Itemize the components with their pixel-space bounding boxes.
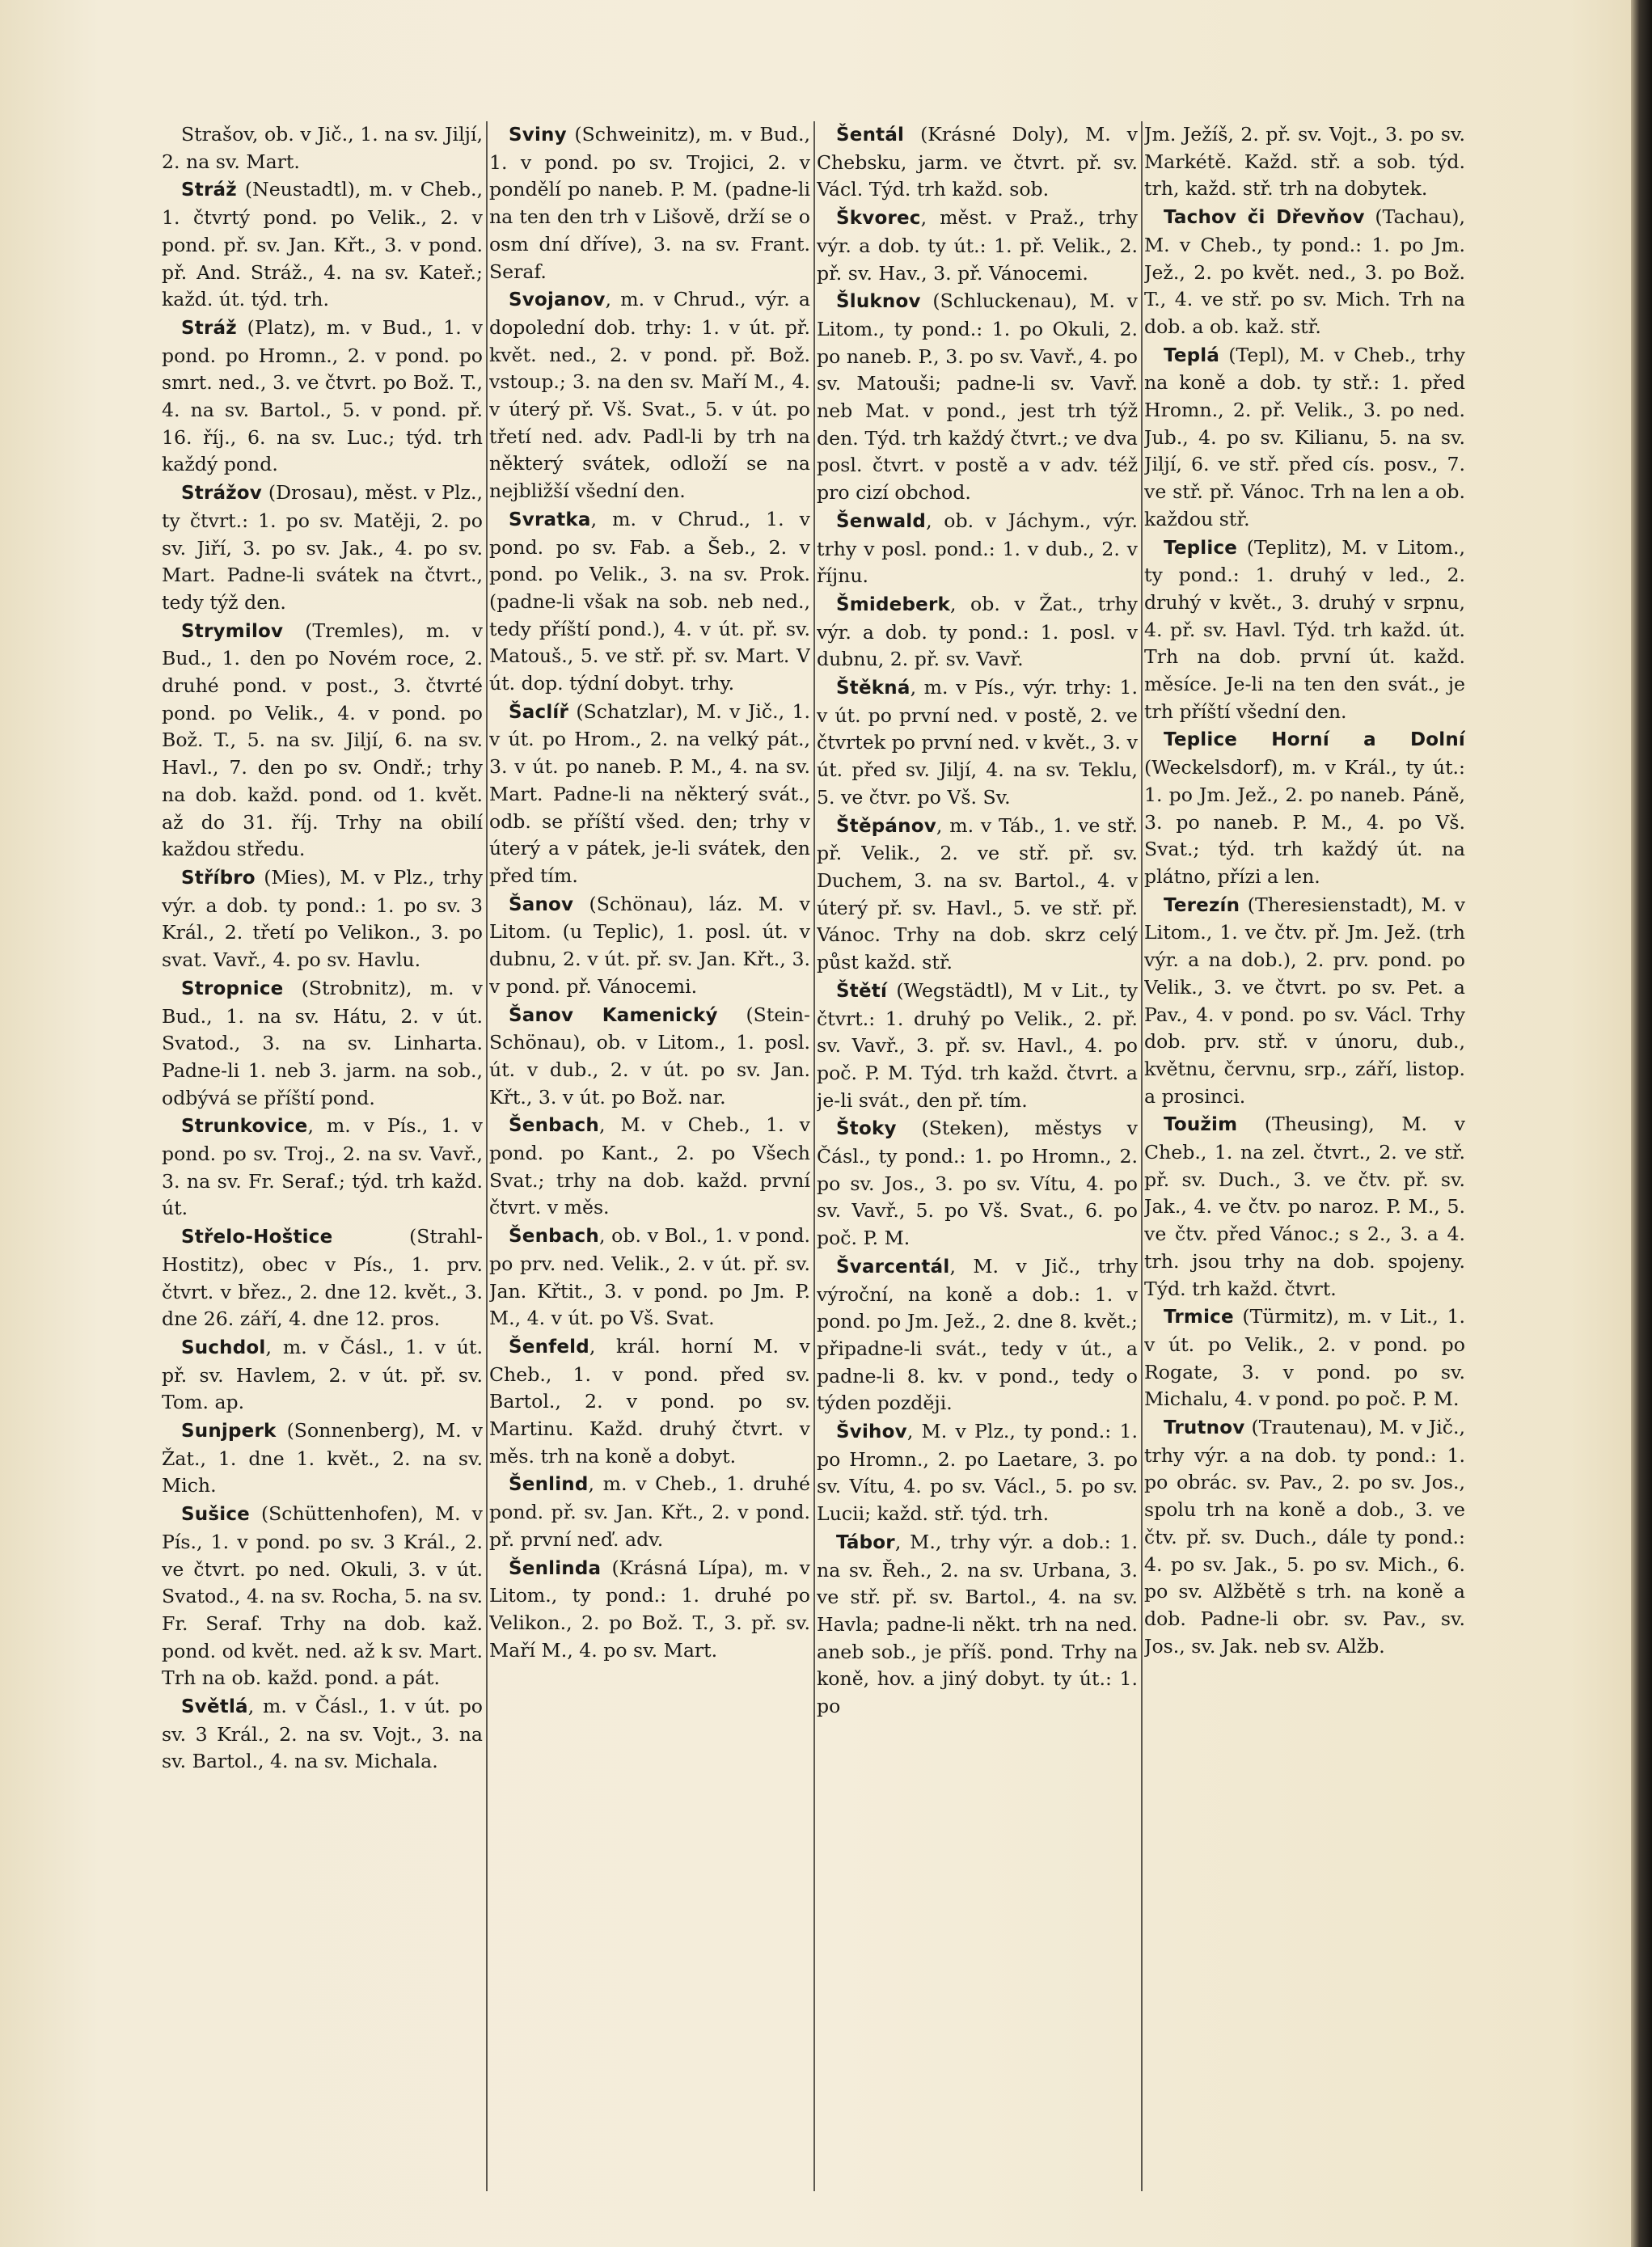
entry-headword: Strunkovice [181, 1116, 308, 1138]
entry-headword: Štětí [836, 980, 888, 1002]
directory-entry [162, 1501, 483, 1692]
entry-headword: Stráž [181, 317, 237, 339]
entry-headword: Šenbach [509, 1226, 599, 1248]
entry-text: (Türmitz), m. v Lit., 1. v út. po Velik., 2. v pond. po Rogate, 3. v pond. po sv. Michalu, 4. v pond. po poč. P. M. [1144, 1305, 1465, 1411]
entry-headword: Trmice [1164, 1307, 1234, 1328]
entry-text: , M. v Jič., trhy výroční, na koně a dob.: 1. v pond. po Jm. Jež., 2. dne 8. květ.; připadne-li svát., tedy v út., a padne-li 8. kv. v pond., tedy o týden později. [817, 1254, 1138, 1415]
entry-text: , měst. v Praž., trhy výr. a dob. ty út.: 1. př. Velik., 2. př. sv. Hav., 3. př. Vánocemi. [817, 206, 1138, 285]
entry-headword: Škvorec [836, 208, 921, 230]
entry-headword: Teplá [1164, 344, 1220, 366]
directory-entry [817, 813, 1138, 977]
directory-entry [489, 1555, 810, 1665]
entry-headword: Šentál [836, 125, 905, 146]
directory-entry [817, 978, 1138, 1115]
entry-headword: Šaclíř [509, 701, 569, 723]
directory-entry [1144, 342, 1465, 534]
entry-headword: Švarcentál [836, 1256, 950, 1278]
book-binding-edge [1631, 0, 1652, 2247]
directory-entry [162, 1334, 483, 1417]
entry-text: , M., trhy výr. a dob.: 1. na sv. Řeh., 2. na sv. Urbana, 3. ve stř. př. sv. Bartol., 4. na sv. Havla; padne-li někt. trh na ned. aneb sob., je příš. pond. Trhy na koně, hov. a jiný dobyt. ty út.: 1. po [817, 1530, 1138, 1718]
entry-text: (Schüttenhofen), M. v Pís., 1. v pond. po sv. 3 Král., 2. ve čtvrt. po ned. Okuli, 3. v út. Svatod., 4. na sv. Rocha, 5. na sv. Fr. Seraf. Trhy na dob. kaž. pond. od květ. ned. až k sv. Mart. Trh na ob. každ. pond. a pát. [162, 1502, 483, 1690]
entry-headword: Toužim [1164, 1114, 1238, 1136]
entry-text: , m. v Pís., výr. trhy: 1. v út. po první ned. v postě, 2. ve čtvrtek po první ned. v květ., 3. v út. před sv. Jiljí, 4. na sv. Teklu, 5. ve čtvr. po Vš. Sv. [817, 676, 1138, 809]
column-rule [813, 121, 815, 2191]
directory-entry [489, 1471, 810, 1553]
directory-entry [489, 891, 810, 1001]
directory-entry [489, 506, 810, 698]
entry-headword: Stráž [181, 180, 237, 201]
entry-headword: Teplice [1164, 537, 1238, 559]
entry-headword: Štěpánov [836, 815, 936, 837]
directory-entry [817, 1418, 1138, 1528]
entry-headword: Sviny [509, 125, 567, 146]
entry-text: (Tremles), m. v Bud., 1. den po Novém roce, 2. druhé pond. v post., 3. čtvrté pond. po Velik., 4. v pond. po Bož. T., 5. na sv. Jiljí, 6. na sv. Havl., 7. den po sv. Ondř.; trhy na dob. každ. pond. od 1. květ. až do 31. říj. Trhy na obilí každou středu. [162, 619, 483, 861]
column-4 [1144, 121, 1465, 2191]
entry-text: (Sonnenberg), M. v Žat., 1. dne 1. květ., 2. na sv. Mich. [162, 1419, 483, 1497]
entry-headword: Svratka [509, 509, 591, 530]
directory-entry [489, 1002, 810, 1112]
entry-text: (Tachau), M. v Cheb., ty pond.: 1. po Jm. Jež., 2. po květ. ned., 3. po Bož. T., 4. ve stř. po sv. Mich. Trh na dob. a ob. kaž. stř. [1144, 205, 1465, 338]
directory-entry [489, 1112, 810, 1222]
directory-entry [1144, 726, 1465, 890]
directory-entry [489, 1223, 810, 1333]
column-2 [489, 121, 810, 2191]
directory-entry [1144, 121, 1465, 203]
entry-headword: Svojanov [509, 289, 606, 311]
entry-headword: Šenbach [509, 1115, 599, 1137]
entry-text: (Neustadtl), m. v Cheb., 1. čtvrtý pond. po Velik., 2. v pond. př. sv. Jan. Křt., 3. v pond. př. And. Stráž., 4. na sv. Kateř.; každ. út. týd. trh. [162, 178, 483, 311]
entry-text: , král. horní M. v Cheb., 1. v pond. před sv. Bartol., 2. v pond. po sv. Martinu. Každ. druhý čtvrt. v měs. trh na koně a dobyt. [489, 1334, 810, 1468]
entry-headword: Strážov [181, 483, 263, 505]
entry-text: , ob. v Žat., trhy výr. a dob. ty pond.: 1. posl. v dubnu, 2. př. sv. Vavř. [817, 592, 1138, 671]
entry-headword: Strymilov [181, 620, 284, 642]
directory-entry [162, 1223, 483, 1333]
entry-headword: Tábor [836, 1531, 895, 1553]
entry-text: , M. v Cheb., 1. v pond. po Kant., 2. po Všech Svat.; trhy na dob. každ. první čtvrt. v měs. [489, 1113, 810, 1219]
entry-text: , ob. v Bol., 1. v pond. po prv. ned. Velik., 2. v út. př. sv. Jan. Křtit., 3. v pond. po Jm. P. M., 4. v út. po Vš. Svat. [489, 1224, 810, 1330]
entry-headword: Stropnice [181, 978, 284, 999]
entry-headword: Štěkná [836, 678, 911, 699]
entry-headword: Stříbro [181, 867, 256, 889]
directory-entry [1144, 1111, 1465, 1303]
entry-text: (Schatzlar), M. v Jič., 1. v út. po Hrom., 2. na velký pát., 3. v út. po naneb. P. M., 4. na sv. Mart. Padne-li na některý svát., odb. se příští všed. den; trhy v úterý a v pátek, je-li svátek, den před tím. [489, 699, 810, 887]
directory-entry [1144, 534, 1465, 726]
entry-headword: Šanov [509, 893, 574, 915]
directory-entry [162, 618, 483, 864]
entry-text: (Schluckenau), M. v Litom., ty pond.: 1. po Okuli, 2. po naneb. P., 3. po sv. Vavř., 4. po sv. Matouši; padne-li sv. Vavř. neb Mat. v pond., jest trh týž den. Týd. trh každý čtvrt.; ve dva posl. čtvrt. v postě a v adv. též pro cizí obchod. [817, 289, 1138, 505]
entry-text: Strašov, ob. v Jič., 1. na sv. Jiljí, 2. na sv. Mart. [162, 123, 483, 173]
directory-entry [162, 864, 483, 974]
directory-entry [1144, 1303, 1465, 1413]
entry-text: , m. v Cheb., 1. druhé pond. př. sv. Jan. Křt., 2. v pond. př. první neď. adv. [489, 1472, 810, 1551]
entry-headword: Štoky [836, 1118, 897, 1140]
entry-text: (Strobnitz), m. v Bud., 1. na sv. Hátu, 2. v út. Svatod., 3. na sv. Linharta. Padne-li 1. neb 3. jarm. na sob., odbývá se příští pond. [162, 976, 483, 1109]
column-3 [817, 121, 1138, 2191]
directory-entry [1144, 892, 1465, 1111]
directory-entry [817, 1529, 1138, 1721]
directory-entry [817, 508, 1138, 590]
entry-text: (Tepl), M. v Cheb., trhy na koně a dob. ty stř.: 1. před Hromn., 2. př. Velik., 3. po ned. Jub., 4. po sv. Kilianu, 5. na sv. Jiljí, 6. ve stř. před cís. posv., 7. ve stř. př. Vánoc. Trh na len a ob. každou stř. [1144, 343, 1465, 530]
directory-entry [1144, 204, 1465, 341]
entry-text: , m. v Čásl., 1. v út. po sv. 3 Král., 2. na sv. Vojt., 3. na sv. Bartol., 4. na sv. Michala. [162, 1695, 483, 1773]
entry-headword: Šenlind [509, 1474, 589, 1496]
entry-headword: Šenwald [836, 510, 927, 532]
entry-headword: Švihov [836, 1421, 907, 1443]
directory-entry [1144, 1414, 1465, 1660]
entry-text: (Schönau), láz. M. v Litom. (u Teplic), 1. posl. út. v dubnu, 2. v út. př. sv. Jan. Křt., 3. v pond. př. Vánocemi. [489, 892, 810, 998]
entry-headword: Terezín [1164, 894, 1240, 916]
entry-headword: Střelo-Hoštice [181, 1227, 333, 1248]
directory-entry [162, 315, 483, 479]
entry-headword: Sušice [181, 1504, 250, 1526]
entry-headword: Šenfeld [509, 1336, 589, 1358]
directory-entry [817, 121, 1138, 204]
entry-text: (Theusing), M. v Cheb., 1. na zel. čtvrt., 2. ve stř. př. sv. Duch., 3. ve čtv. př. sv. Jak., 4. ve čtv. po naroz. P. M., 5. ve čtv. před Vánoc.; s 2., 3. a 4. trh. jsou trhy na dob. spojeny. Týd. trh každ. čtvrt. [1144, 1113, 1465, 1300]
entry-text: , m. v Chrud., výr. a dopolední dob. trhy: 1. v út. př. květ. ned., 2. v pond. př. Bož. vstoup.; 3. na den sv. Maří M., 4. v úterý př. Vš. Svat., 5. v út. po třetí ned. adv. Padl-li by trh na některý svátek, odloží se na nejbližší všední den. [489, 288, 810, 503]
entry-text: (Krásné Doly), M. v Chebsku, jarm. ve čtvrt. př. sv. Václ. Týd. trh každ. sob. [817, 123, 1138, 201]
entry-headword: Šenlinda [509, 1557, 602, 1579]
entry-headword: Světlá [181, 1696, 248, 1718]
entry-text: Jm. Ježíš, 2. př. sv. Vojt., 3. po sv. Markétě. Každ. stř. a sob. týd. trh, každ. stř. trh na dobytek. [1144, 123, 1465, 201]
entry-text: (Stein-Schönau), ob. v Litom., 1. posl. út. v dub., 2. v út. po sv. Jan. Křt., 3. v út. po Bož. nar. [489, 1003, 810, 1109]
entry-text: (Krásná Lípa), m. v Litom., ty pond.: 1. druhé po Velikon., 2. po Bož. T., 3. př. sv. Maří M., 4. po sv. Mart. [489, 1556, 810, 1662]
entry-text: , m. v Pís., 1. v pond. po sv. Troj., 2. na sv. Vavř., 3. na sv. Fr. Seraf.; týd. trh každ. út. [162, 1114, 483, 1220]
directory-entry [162, 975, 483, 1113]
directory-entry [489, 121, 810, 285]
directory-entry [162, 479, 483, 617]
directory-entry [817, 591, 1138, 674]
directory-entry [162, 1693, 483, 1776]
entry-text: (Platz), m. v Bud., 1. v pond. po Hromn., 2. v pond. po smrt. ned., 3. ve čtvrt. po Bož. T., 4. na sv. Bartol., 5. v pond. př. 16. říj., 6. na sv. Luc.; týd. trh každý pond. [162, 315, 483, 476]
directory-entry [162, 176, 483, 314]
directory-entry [489, 699, 810, 890]
entry-headword: Tachov či Dřevňov [1164, 207, 1365, 229]
entry-text: (Schweinitz), m. v Bud., 1. v pond. po sv. Trojici, 2. v pondělí po naneb. P. M. (padne-li na ten den trh v Lišově, drží se o osm dní dříve), 3. na sv. Frant. Seraf. [489, 123, 810, 283]
directory-entry [162, 1417, 483, 1500]
directory-entry [489, 286, 810, 505]
entry-headword: Šluknov [836, 291, 921, 313]
entry-text: (Strahl-Hostitz), obec v Pís., 1. prv. čtvrt. v břez., 2. dne 12. květ., 3. dne 26. září, 4. dne 12. pros. [162, 1225, 483, 1331]
entry-text: (Trautenau), M. v Jič., trhy výr. a na dob. ty pond.: 1. po obrác. sv. Pav., 2. po sv. Jos., spolu trh na koně a dob., 3. ve čtv. př. sv. Duch., dále ty pond.: 4. po sv. Jak., 5. po sv. Mich., 6. po sv. Alžbětě s trh. na koně a dob. Padne-li obr. sv. Pav., sv. Jos., sv. Jak. neb sv. Alžb. [1144, 1416, 1465, 1658]
entry-text: , m. v Chrud., 1. v pond. po sv. Fab. a Šeb., 2. v pond. po Velik., 3. na sv. Prok. (padne-li však na sob. neb ned., tedy příští pond.), 4. v út. př. sv. Matouš., 5. ve stř. př. sv. Mart. V út. dop. týdní dobyt. trhy. [489, 507, 810, 695]
entry-text: (Weckelsdorf), m. v Král., ty út.: 1. po Jm. Jež., 2. po naneb. Páně, 3. po naneb. P. M., 4. po Vš. Svat.; týd. trh každý út. na plátno, přízi a len. [1144, 756, 1465, 888]
entry-text: (Drosau), měst. v Plz., ty čtvrt.: 1. po sv. Matěji, 2. po sv. Jiří, 3. po sv. Jak., 4. po sv. Mart. Padne-li svátek na čtvrt., tedy týž den. [162, 481, 483, 614]
column-1 [162, 121, 483, 2191]
entry-text: , M. v Plz., ty pond.: 1. po Hromn., 2. po Laetare, 3. po sv. Vítu, 4. po sv. Václ., 5. po sv. Lucii; každ. stř. týd. trh. [817, 1420, 1138, 1526]
directory-columns [162, 121, 1465, 2191]
directory-entry [162, 121, 483, 175]
column-rule [486, 121, 488, 2191]
entry-text: (Theresienstadt), M. v Litom., 1. ve čtv. př. Jm. Jež. (trh výr. a na dob.), 2. prv. pond. po Velik., 3. ve čtvrt. po sv. Pet. a Pav., 4. v pond. po sv. Václ. Trhy dob. prv. stř. v únoru, dub., květnu, červnu, srp., září, listop. a prosinci. [1144, 893, 1465, 1108]
directory-entry [817, 288, 1138, 507]
column-rule [1141, 121, 1143, 2191]
entry-text: (Wegstädtl), M v Lit., ty čtvrt.: 1. druhý po Velik., 2. př. sv. Vavř., 3. př. sv. Havl., 4. po poč. P. M. Týd. trh každ. čtvrt. a je-li svát., den př. tím. [817, 978, 1138, 1112]
directory-entry [817, 1253, 1138, 1417]
entry-text: , m. v Čásl., 1. v út. př. sv. Havlem, 2. v út. př. sv. Tom. ap. [162, 1335, 483, 1414]
entry-headword: Teplice Horní a Dolní [1164, 729, 1465, 751]
entry-text: (Mies), M. v Plz., trhy výr. a dob. ty pond.: 1. po sv. 3 Král., 2. třetí po Velikon., 3. po svat. Vavř., 4. po sv. Havlu. [162, 865, 483, 972]
entry-headword: Suchdol [181, 1337, 266, 1358]
directory-entry [162, 1113, 483, 1223]
directory-entry [817, 205, 1138, 287]
entry-headword: Trutnov [1164, 1417, 1245, 1439]
entry-text: , m. v Táb., 1. ve stř. př. Velik., 2. ve stř. př. sv. Duchem, 3. na sv. Bartol., 4. v úterý př. sv. Havl., 5. ve stř. př. Vánoc. Trhy na dob. skrz celý půst každ. stř. [817, 813, 1138, 974]
entry-text: , ob. v Jáchym., výr. trhy v posl. pond.: 1. v dub., 2. v říjnu. [817, 509, 1138, 588]
directory-entry [489, 1333, 810, 1471]
entry-text: (Steken), městys v Čásl., ty pond.: 1. po Hromn., 2. po sv. Jos., 3. po sv. Vítu, 4. po sv. Vavř., 5. po Vš. Svat., 6. po poč. P. M. [817, 1117, 1138, 1250]
entry-headword: Sunjperk [181, 1421, 277, 1442]
entry-headword: Šmideberk [836, 593, 950, 615]
entry-headword: Šanov Kamenický [509, 1004, 718, 1026]
directory-entry [817, 674, 1138, 812]
directory-entry [817, 1115, 1138, 1252]
entry-text: (Teplitz), M. v Litom., ty pond.: 1. druhý v led., 2. druhý v květ., 3. druhý v srpnu, 4. př. sv. Havl. Týd. trh každ. út. Trh na dob. první út. každ. měsíce. Je-li na ten den svát., je trh příští všední den. [1144, 535, 1465, 723]
